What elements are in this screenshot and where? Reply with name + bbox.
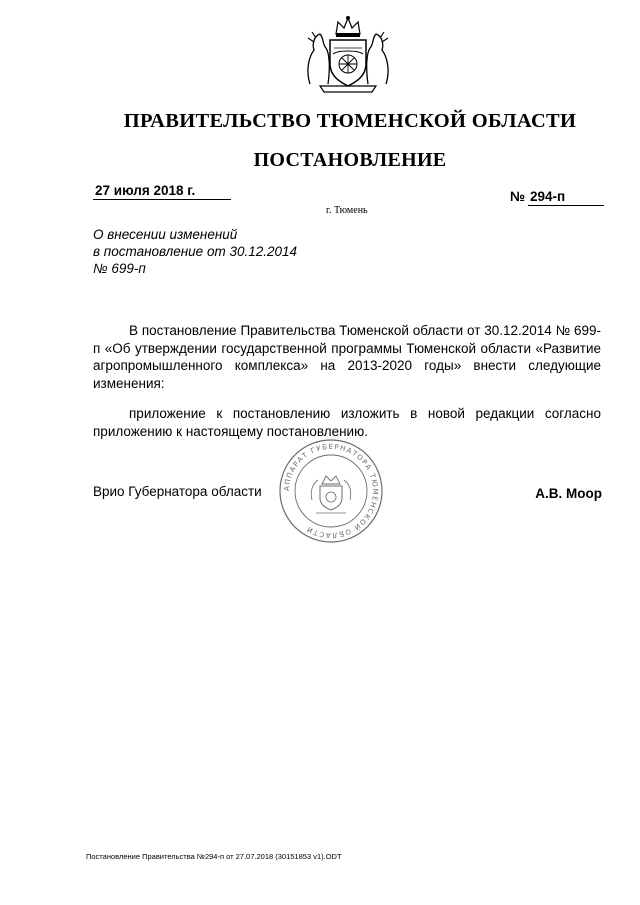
body-paragraph: приложение к постановлению изложить в новой редакции согласно приложению к настоящему постановлению. bbox=[93, 406, 601, 439]
document-subject bbox=[93, 226, 297, 277]
subject-line: О внесении изменений bbox=[93, 227, 238, 242]
government-title: ПРАВИТЕЛЬСТВО ТЮМЕНСКОЙ ОБЛАСТИ bbox=[123, 110, 577, 132]
coat-of-arms-icon bbox=[302, 14, 394, 94]
signer-name: А.В. Моор bbox=[535, 486, 602, 501]
document-date: 27 июля 2018 г. bbox=[93, 183, 231, 200]
subject-line: № 699-п bbox=[93, 261, 146, 276]
city-label: г. Тюмень bbox=[326, 205, 368, 216]
document-number: 294-п bbox=[528, 189, 604, 206]
signer-position: Врио Губернатора области bbox=[93, 484, 262, 499]
document-type-heading: ПОСТАНОВЛЕНИЕ bbox=[253, 149, 447, 171]
number-sign: № bbox=[510, 189, 526, 204]
subject-line: в постановление от 30.12.2014 bbox=[93, 244, 298, 259]
official-seal-icon bbox=[278, 438, 384, 544]
footer-file-reference: Постановление Правительства №294-п от 27.07.2018 (30151853 v1).ODT bbox=[86, 852, 342, 861]
seal-text: АППАРАТ ГУБЕРНАТОРА ТЮМЕНСКОЙ ОБЛАСТИ bbox=[282, 442, 380, 540]
body-paragraph: В постановление Правительства Тюменской области от 30.12.2014 № 699-п «Об утверждении государственной программы Тюменской области «Развитие агропромышленного комплекса» на 2013-2020 годы» внести следующие изменения: bbox=[93, 323, 601, 391]
